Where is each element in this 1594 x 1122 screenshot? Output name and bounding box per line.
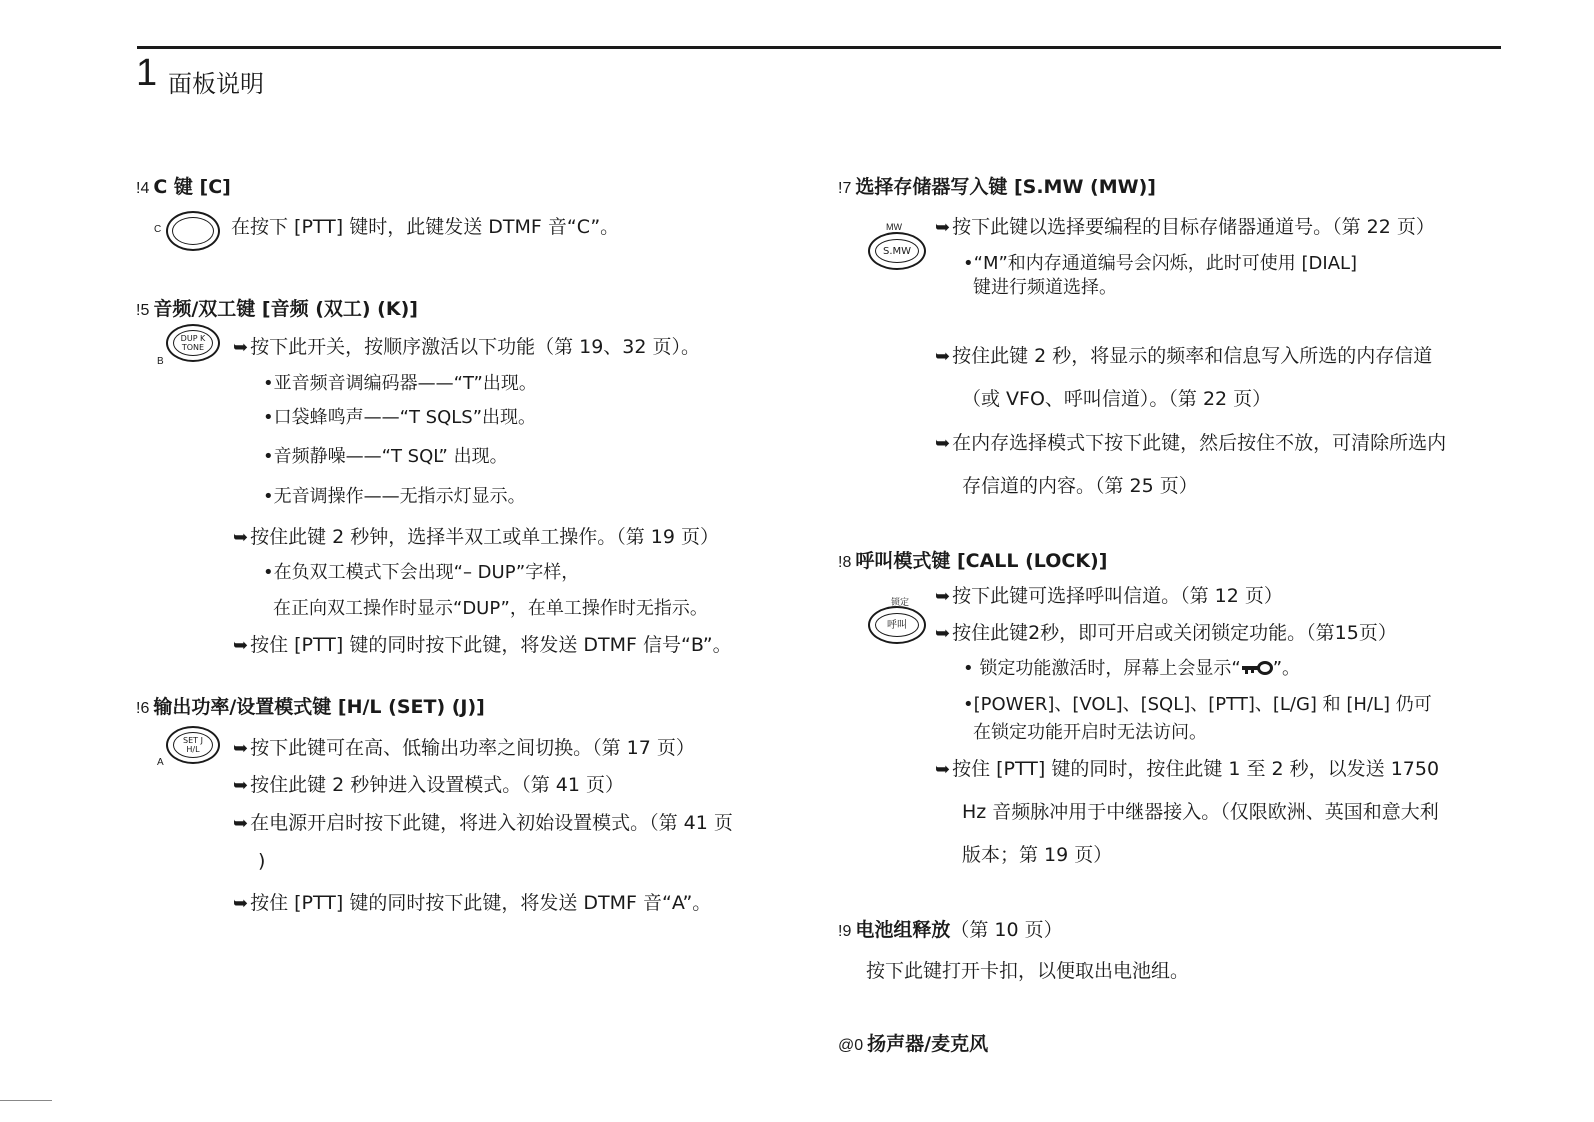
battery-release-description: 按下此键打开卡扣，以便取出电池组。 bbox=[866, 960, 1190, 982]
call-line-2: ➥ 按住此键2秒，即可开启或关闭锁定功能。（第15页） bbox=[935, 622, 1397, 644]
c-key-description: 在按下 [PTT] 键时，此键发送 DTMF 音“C”。 bbox=[231, 216, 620, 238]
smw-line-2: ➥ 按住此键 2 秒，将显示的频率和信息写入所选的内存信道 bbox=[935, 345, 1433, 367]
hl-set-line-3-cont: ) bbox=[258, 850, 266, 872]
hl-set-side-label: A bbox=[157, 757, 164, 768]
section-number: !4 bbox=[136, 180, 150, 197]
hl-set-line-3: ➥ 在电源开启时按下此键，将进入初始设置模式。（第 41 页 bbox=[233, 812, 733, 834]
section-number: !9 bbox=[838, 923, 852, 940]
smw-button-label: S.MW bbox=[875, 239, 919, 263]
section-title: 呼叫模式键 [CALL (LOCK)] bbox=[855, 550, 1108, 572]
section-c-key-heading bbox=[136, 172, 231, 199]
tone-dup-note-1: •在负双工模式下会出现“– DUP”字样， bbox=[263, 562, 580, 583]
call-line-1: ➥ 按下此键可选择呼叫信道。（第 12 页） bbox=[935, 585, 1283, 607]
tone-dup-bullet-1: •亚音频音调编码器——“T”出现。 bbox=[263, 373, 537, 394]
section-title: 电池组释放 bbox=[855, 919, 951, 941]
call-button-label: 呼叫 bbox=[875, 613, 919, 637]
c-key-button-icon bbox=[166, 211, 220, 251]
hl-set-button-icon bbox=[166, 726, 220, 764]
tone-dup-button-icon bbox=[166, 324, 220, 362]
header-rule bbox=[137, 46, 1501, 49]
tone-dup-line-3: ➥ 按住 [PTT] 键的同时按下此键，将发送 DTMF 信号“B”。 bbox=[233, 634, 732, 656]
tone-dup-button-label: DUP K TONE bbox=[173, 330, 213, 356]
call-note-2: •[POWER]、[VOL]、[SQL]、[PTT]、[L/G] 和 [H/L] 仍可 bbox=[963, 694, 1432, 715]
section-number: !5 bbox=[136, 302, 150, 319]
hl-set-button-label: SET J H/L bbox=[173, 732, 213, 758]
tone-dup-bullet-2: •口袋蜂鸣声——“T SQLS”出现。 bbox=[263, 407, 537, 428]
hl-set-line-1: ➥ 按下此键可在高、低输出功率之间切换。（第 17 页） bbox=[233, 737, 695, 759]
call-button-top-label: 锁定 bbox=[891, 597, 910, 607]
call-note-3: 在锁定功能开启时无法访问。 bbox=[973, 722, 1207, 743]
section-battery-release-heading bbox=[838, 915, 1063, 942]
section-number: !8 bbox=[838, 554, 852, 571]
smw-note-2: 键进行频道选择。 bbox=[973, 277, 1117, 298]
footer-rule bbox=[0, 1100, 52, 1101]
section-number: @0 bbox=[838, 1037, 864, 1054]
tone-dup-line-2: ➥ 按住此键 2 秒钟，选择半双工或单工操作。（第 19 页） bbox=[233, 526, 720, 548]
tone-dup-line-1: ➥ 按下此开关，按顺序激活以下功能（第 19、32 页）。 bbox=[233, 336, 701, 358]
call-line-3-cont-1: Hz 音频脉冲用于中继器接入。（仅限欧洲、英国和意大利 bbox=[962, 801, 1439, 823]
smw-line-2-cont: （或 VFO、呼叫信道）。（第 22 页） bbox=[962, 388, 1272, 410]
section-title: 扬声器/麦克风 bbox=[867, 1033, 989, 1055]
smw-line-3: ➥ 在内存选择模式下按下此键，然后按住不放，可清除所选内 bbox=[935, 432, 1447, 454]
tone-dup-side-label: B bbox=[157, 356, 164, 367]
tone-dup-note-2: 在正向双工操作时显示“DUP”，在单工操作时无指示。 bbox=[273, 598, 708, 619]
tone-dup-bullet-4: •无音调操作——无指示灯显示。 bbox=[263, 486, 526, 507]
section-title: 音频/双工键 [音频 (双工) (K)] bbox=[153, 298, 418, 320]
call-note-1: • 锁定功能激活时，屏幕上会显示“ ”。 bbox=[963, 658, 1301, 679]
chapter-title: 面板说明 bbox=[168, 70, 264, 98]
section-hl-set-heading bbox=[136, 692, 485, 719]
call-line-3: ➥ 按住 [PTT] 键的同时，按住此键 1 至 2 秒，以发送 1750 bbox=[935, 758, 1440, 780]
section-title: C 键 [C] bbox=[153, 176, 231, 198]
smw-button-icon bbox=[868, 232, 926, 270]
section-number: !6 bbox=[136, 700, 150, 717]
key-lock-icon bbox=[1241, 661, 1273, 675]
section-smw-heading bbox=[838, 172, 1156, 199]
smw-line-1: ➥ 按下此键以选择要编程的目标存储器通道号。（第 22 页） bbox=[935, 216, 1435, 238]
call-button-icon bbox=[868, 606, 926, 644]
smw-button-top-label: MW bbox=[886, 222, 902, 232]
call-line-3-cont-2: 版本；第 19 页） bbox=[962, 844, 1113, 866]
section-speaker-mic-heading bbox=[838, 1029, 988, 1056]
section-number: !7 bbox=[838, 180, 852, 197]
chapter-number: 1 bbox=[136, 52, 158, 94]
section-tone-dup-heading bbox=[136, 294, 418, 321]
section-page-ref: （第 10 页） bbox=[950, 919, 1063, 941]
smw-note-1: •“M”和内存通道编号会闪烁，此时可使用 [DIAL] bbox=[963, 253, 1358, 274]
section-title: 输出功率/设置模式键 [H/L (SET) (J)] bbox=[153, 696, 485, 718]
section-title: 选择存储器写入键 [S.MW (MW)] bbox=[855, 176, 1156, 198]
hl-set-line-2: ➥ 按住此键 2 秒钟进入设置模式。（第 41 页） bbox=[233, 774, 625, 796]
section-call-lock-heading bbox=[838, 546, 1107, 573]
c-key-side-label: C bbox=[154, 224, 162, 235]
tone-dup-bullet-3: •音频静噪——“T SQL” 出现。 bbox=[263, 446, 508, 467]
smw-line-3-cont: 存信道的内容。（第 25 页） bbox=[962, 475, 1198, 497]
hl-set-line-4: ➥ 按住 [PTT] 键的同时按下此键，将发送 DTMF 音“A”。 bbox=[233, 892, 712, 914]
